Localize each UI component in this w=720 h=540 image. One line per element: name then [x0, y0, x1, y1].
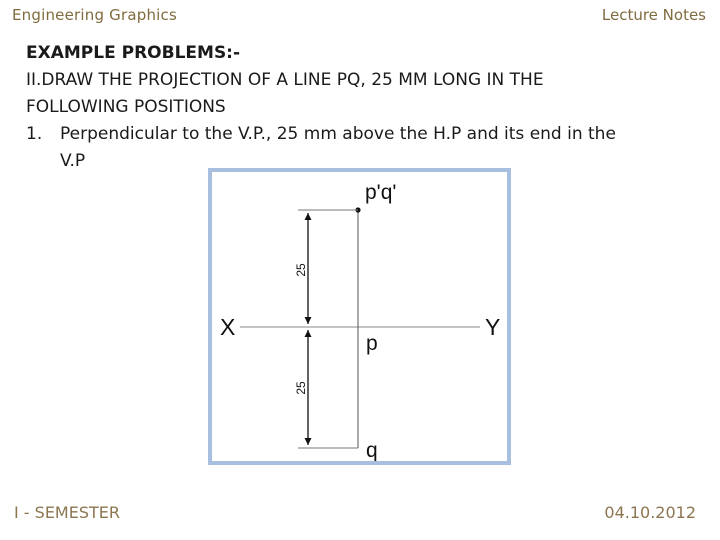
- date-label: 04.10.2012: [604, 503, 696, 522]
- item-number: 1.: [26, 124, 43, 144]
- label-p: p: [366, 332, 378, 355]
- dimension-label-lower: 25: [294, 381, 308, 395]
- dimension-label-upper: 25: [294, 263, 308, 277]
- label-p-dash-q-dash: p'q': [365, 181, 397, 204]
- problem-item: [26, 121, 706, 175]
- item-text-line2: V.P: [60, 151, 86, 171]
- slide-content: [26, 40, 706, 175]
- label-y: Y: [485, 314, 501, 340]
- drawing-area: [212, 172, 507, 461]
- section-heading: EXAMPLE PROBLEMS:-: [26, 43, 241, 63]
- label-x: X: [220, 314, 236, 340]
- projection-drawing: [212, 172, 507, 461]
- document-type: Lecture Notes: [601, 6, 706, 24]
- problem-statement-line1: II.DRAW THE PROJECTION OF A LINE PQ, 25 MM LONG IN THE: [26, 70, 544, 90]
- label-q: q: [366, 439, 378, 461]
- problem-statement-line2: FOLLOWING POSITIONS: [26, 97, 226, 117]
- projection-figure: [208, 168, 511, 465]
- item-text-line1: Perpendicular to the V.P., 25 mm above the H.P and its end in the: [60, 124, 616, 144]
- semester-label: I - SEMESTER: [14, 503, 120, 522]
- course-title: Engineering Graphics: [12, 6, 178, 24]
